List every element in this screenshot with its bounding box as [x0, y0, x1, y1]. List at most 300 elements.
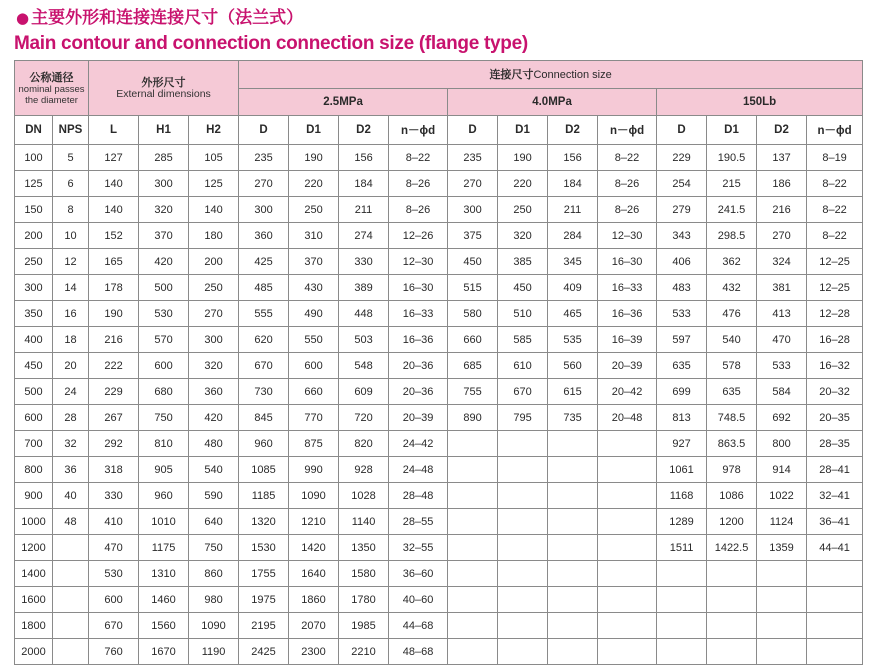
nominal-en-2: the diameter [25, 94, 78, 106]
table-cell: 1175 [139, 535, 189, 561]
table-cell: 229 [657, 145, 707, 171]
table-cell: 105 [189, 145, 239, 171]
table-cell: 220 [289, 171, 339, 197]
table-cell: 270 [189, 301, 239, 327]
table-cell: 310 [289, 223, 339, 249]
table-cell: 28 [53, 405, 89, 431]
table-cell: 555 [239, 301, 289, 327]
table-cell: 12–28 [807, 301, 863, 327]
table-cell: 1090 [289, 483, 339, 509]
table-cell: 360 [189, 379, 239, 405]
table-row [15, 327, 863, 353]
table-cell: 905 [139, 457, 189, 483]
dimension-table [14, 60, 863, 665]
nominal-diameter-header [15, 61, 89, 116]
column-header: n－ϕd [389, 116, 448, 145]
table-row [15, 353, 863, 379]
table-cell: 1028 [339, 483, 389, 509]
table-cell: 48–68 [389, 639, 448, 665]
table-cell: 2300 [289, 639, 339, 665]
table-cell: 211 [548, 197, 598, 223]
table-cell: 8–26 [389, 197, 448, 223]
table-cell: 450 [448, 249, 498, 275]
table-cell: 20–48 [598, 405, 657, 431]
table-cell: 1975 [239, 587, 289, 613]
table-cell [498, 535, 548, 561]
table-cell: 2210 [339, 639, 389, 665]
table-cell: 548 [339, 353, 389, 379]
table-row [15, 301, 863, 327]
table-cell [498, 587, 548, 613]
table-cell: 660 [289, 379, 339, 405]
table-cell: 284 [548, 223, 598, 249]
table-cell [598, 431, 657, 457]
table-cell: 730 [239, 379, 289, 405]
table-cell: 1310 [139, 561, 189, 587]
table-cell: 1600 [15, 587, 53, 613]
table-cell: 470 [757, 327, 807, 353]
table-cell: 370 [289, 249, 339, 275]
table-cell [498, 457, 548, 483]
column-header: D [448, 116, 498, 145]
table-cell: 685 [448, 353, 498, 379]
table-cell: 1010 [139, 509, 189, 535]
table-cell [498, 431, 548, 457]
table-cell [448, 639, 498, 665]
table-cell [548, 587, 598, 613]
table-cell: 748.5 [707, 405, 757, 431]
table-cell: 200 [189, 249, 239, 275]
table-cell [657, 639, 707, 665]
table-cell: 600 [89, 587, 139, 613]
table-cell: 960 [139, 483, 189, 509]
table-cell: 845 [239, 405, 289, 431]
table-cell: 152 [89, 223, 139, 249]
table-cell: 186 [757, 171, 807, 197]
table-cell: 36 [53, 457, 89, 483]
table-row [15, 197, 863, 223]
table-cell [53, 535, 89, 561]
table-cell: 813 [657, 405, 707, 431]
table-cell: 270 [757, 223, 807, 249]
table-row [15, 223, 863, 249]
table-cell: 190 [498, 145, 548, 171]
table-cell: 530 [139, 301, 189, 327]
table-cell: 720 [339, 405, 389, 431]
table-cell: 1090 [189, 613, 239, 639]
table-cell: 1670 [139, 639, 189, 665]
external-en: External dimensions [116, 88, 211, 100]
table-cell: 420 [189, 405, 239, 431]
table-cell: 413 [757, 301, 807, 327]
table-cell: 220 [498, 171, 548, 197]
table-cell: 36–60 [389, 561, 448, 587]
column-header: D1 [289, 116, 339, 145]
column-header: D [657, 116, 707, 145]
table-cell: 16–39 [598, 327, 657, 353]
table-cell [707, 639, 757, 665]
column-header: D2 [548, 116, 598, 145]
column-header: D1 [707, 116, 757, 145]
table-cell: 300 [448, 197, 498, 223]
table-cell [498, 613, 548, 639]
table-cell: 156 [548, 145, 598, 171]
table-cell: 370 [139, 223, 189, 249]
table-cell: 140 [89, 171, 139, 197]
table-cell: 1168 [657, 483, 707, 509]
table-cell: 820 [339, 431, 389, 457]
table-cell: 44–41 [807, 535, 863, 561]
table-cell: 406 [657, 249, 707, 275]
table-cell: 515 [448, 275, 498, 301]
table-cell: 20–39 [598, 353, 657, 379]
table-cell: 1320 [239, 509, 289, 535]
table-cell: 600 [15, 405, 53, 431]
table-cell: 8–22 [807, 171, 863, 197]
table-cell: 692 [757, 405, 807, 431]
table-cell: 795 [498, 405, 548, 431]
table-cell: 1022 [757, 483, 807, 509]
table-cell: 425 [239, 249, 289, 275]
table-cell: 156 [339, 145, 389, 171]
table-cell: 400 [15, 327, 53, 353]
table-cell: 635 [657, 353, 707, 379]
table-cell: 432 [707, 275, 757, 301]
table-cell [657, 561, 707, 587]
table-cell: 16–36 [598, 301, 657, 327]
table-cell: 1640 [289, 561, 339, 587]
table-cell: 285 [139, 145, 189, 171]
table-cell: 16–36 [389, 327, 448, 353]
table-cell: 190.5 [707, 145, 757, 171]
connection-size-header [239, 61, 863, 89]
table-cell: 12 [53, 249, 89, 275]
table-cell: 530 [89, 561, 139, 587]
table-cell: 600 [289, 353, 339, 379]
table-cell: 20 [53, 353, 89, 379]
column-header: n－ϕd [598, 116, 657, 145]
table-cell: 597 [657, 327, 707, 353]
table-cell [598, 483, 657, 509]
table-cell: 345 [548, 249, 598, 275]
table-cell: 274 [339, 223, 389, 249]
table-cell [598, 457, 657, 483]
table-cell: 125 [189, 171, 239, 197]
connection-en: Connection size [533, 69, 612, 81]
table-row [15, 249, 863, 275]
table-cell: 28–48 [389, 483, 448, 509]
table-cell: 362 [707, 249, 757, 275]
table-cell [757, 561, 807, 587]
table-cell: 503 [339, 327, 389, 353]
table-cell: 190 [89, 301, 139, 327]
column-header: DN [15, 116, 53, 145]
nominal-en-1: nominal passes [18, 83, 85, 95]
table-cell: 324 [757, 249, 807, 275]
table-cell: 184 [548, 171, 598, 197]
table-cell: 44–68 [389, 613, 448, 639]
column-header: L [89, 116, 139, 145]
table-cell: 381 [757, 275, 807, 301]
table-cell: 409 [548, 275, 598, 301]
table-cell: 48 [53, 509, 89, 535]
table-cell: 500 [139, 275, 189, 301]
table-cell: 8–19 [807, 145, 863, 171]
pressure-header: 150Lb [657, 89, 863, 116]
table-cell: 2425 [239, 639, 289, 665]
table-cell: 1289 [657, 509, 707, 535]
table-cell: 12–26 [389, 223, 448, 249]
column-header-row [15, 116, 863, 145]
title-chinese [16, 5, 303, 31]
table-cell: 640 [189, 509, 239, 535]
table-cell: 430 [289, 275, 339, 301]
table-cell: 2000 [15, 639, 53, 665]
table-cell: 1140 [339, 509, 389, 535]
table-cell [498, 483, 548, 509]
table-cell: 540 [189, 457, 239, 483]
table-cell: 578 [707, 353, 757, 379]
table-cell [707, 613, 757, 639]
table-row [15, 535, 863, 561]
table-cell [807, 587, 863, 613]
table-cell: 12–25 [807, 249, 863, 275]
table-cell: 385 [498, 249, 548, 275]
table-cell: 1061 [657, 457, 707, 483]
table-cell: 1350 [339, 535, 389, 561]
table-cell: 450 [15, 353, 53, 379]
table-cell: 615 [548, 379, 598, 405]
table-cell: 8 [53, 197, 89, 223]
pressure-header: 2.5MPa [239, 89, 448, 116]
table-row [15, 145, 863, 171]
table-row [15, 275, 863, 301]
table-row [15, 587, 863, 613]
table-cell: 1530 [239, 535, 289, 561]
table-cell [448, 431, 498, 457]
table-cell: 320 [139, 197, 189, 223]
column-header: n－ϕd [807, 116, 863, 145]
table-cell: 178 [89, 275, 139, 301]
table-cell: 900 [15, 483, 53, 509]
table-cell: 609 [339, 379, 389, 405]
table-cell: 320 [498, 223, 548, 249]
table-cell: 800 [15, 457, 53, 483]
table-cell: 32–41 [807, 483, 863, 509]
table-cell [548, 535, 598, 561]
table-cell: 465 [548, 301, 598, 327]
table-cell: 1190 [189, 639, 239, 665]
table-cell: 40–60 [389, 587, 448, 613]
title-chinese-text: 主要外形和连接连接尺寸（法兰式） [31, 8, 304, 28]
table-cell: 20–39 [389, 405, 448, 431]
table-cell: 360 [239, 223, 289, 249]
table-cell: 279 [657, 197, 707, 223]
external-dimensions-header [89, 61, 239, 116]
table-cell [53, 587, 89, 613]
table-cell: 810 [139, 431, 189, 457]
table-cell: 350 [15, 301, 53, 327]
table-cell: 125 [15, 171, 53, 197]
table-cell: 500 [15, 379, 53, 405]
table-cell [498, 509, 548, 535]
table-cell: 32 [53, 431, 89, 457]
table-cell: 235 [239, 145, 289, 171]
table-cell [807, 639, 863, 665]
table-cell: 300 [15, 275, 53, 301]
table-cell [498, 561, 548, 587]
table-row [15, 379, 863, 405]
table-cell: 16–28 [807, 327, 863, 353]
table-cell: 330 [89, 483, 139, 509]
table-cell: 680 [139, 379, 189, 405]
table-cell: 250 [498, 197, 548, 223]
table-cell [707, 561, 757, 587]
table-cell: 8–22 [807, 197, 863, 223]
table-cell: 760 [89, 639, 139, 665]
table-cell [757, 613, 807, 639]
table-cell: 990 [289, 457, 339, 483]
table-cell: 1560 [139, 613, 189, 639]
table-cell: 1511 [657, 535, 707, 561]
table-cell: 1000 [15, 509, 53, 535]
table-cell: 127 [89, 145, 139, 171]
table-cell [598, 587, 657, 613]
table-cell: 320 [189, 353, 239, 379]
table-cell: 298.5 [707, 223, 757, 249]
column-header: D1 [498, 116, 548, 145]
table-cell [448, 587, 498, 613]
table-cell: 270 [239, 171, 289, 197]
table-cell: 12–25 [807, 275, 863, 301]
table-cell [448, 509, 498, 535]
table-cell: 137 [757, 145, 807, 171]
table-cell: 540 [707, 327, 757, 353]
bullet-icon: ● [16, 9, 30, 27]
table-cell [807, 561, 863, 587]
table-cell [548, 483, 598, 509]
table-cell: 755 [448, 379, 498, 405]
table-cell [548, 457, 598, 483]
table-cell [548, 509, 598, 535]
table-cell: 670 [239, 353, 289, 379]
table-cell [548, 561, 598, 587]
table-row [15, 431, 863, 457]
table-cell: 927 [657, 431, 707, 457]
table-row [15, 405, 863, 431]
column-header: D [239, 116, 289, 145]
table-cell: 24–48 [389, 457, 448, 483]
table-cell [598, 509, 657, 535]
table-cell: 480 [189, 431, 239, 457]
table-cell: 20–36 [389, 353, 448, 379]
table-cell: 1780 [339, 587, 389, 613]
table-cell: 450 [498, 275, 548, 301]
table-cell: 1400 [15, 561, 53, 587]
table-cell: 580 [448, 301, 498, 327]
table-cell: 485 [239, 275, 289, 301]
table-cell: 180 [189, 223, 239, 249]
table-cell: 1359 [757, 535, 807, 561]
table-cell: 1422.5 [707, 535, 757, 561]
table-cell: 6 [53, 171, 89, 197]
table-cell: 20–42 [598, 379, 657, 405]
table-cell: 5 [53, 145, 89, 171]
table-cell: 585 [498, 327, 548, 353]
table-cell: 267 [89, 405, 139, 431]
table-cell: 8–26 [598, 171, 657, 197]
title-english: Main contour and connection connection size (flange type) [14, 33, 528, 54]
table-cell [598, 613, 657, 639]
table-cell: 100 [15, 145, 53, 171]
table-cell: 20–36 [389, 379, 448, 405]
table-cell: 699 [657, 379, 707, 405]
table-cell [707, 587, 757, 613]
table-cell: 222 [89, 353, 139, 379]
table-cell: 533 [757, 353, 807, 379]
table-cell [53, 561, 89, 587]
table-cell: 476 [707, 301, 757, 327]
table-cell: 570 [139, 327, 189, 353]
table-cell: 8–26 [598, 197, 657, 223]
table-cell: 863.5 [707, 431, 757, 457]
table-cell: 860 [189, 561, 239, 587]
table-cell: 1755 [239, 561, 289, 587]
table-cell: 660 [448, 327, 498, 353]
table-cell: 16–33 [598, 275, 657, 301]
table-cell: 270 [448, 171, 498, 197]
table-cell [448, 535, 498, 561]
table-cell [448, 561, 498, 587]
table-cell: 184 [339, 171, 389, 197]
table-cell: 229 [89, 379, 139, 405]
connection-cn: 连接尺寸 [489, 68, 534, 81]
table-cell: 410 [89, 509, 139, 535]
table-cell: 470 [89, 535, 139, 561]
table-cell: 1860 [289, 587, 339, 613]
table-cell: 1086 [707, 483, 757, 509]
table-cell: 610 [498, 353, 548, 379]
table-cell: 165 [89, 249, 139, 275]
table-row [15, 639, 863, 665]
table-cell: 18 [53, 327, 89, 353]
table-cell: 1210 [289, 509, 339, 535]
table-cell: 28–41 [807, 457, 863, 483]
column-header: D2 [339, 116, 389, 145]
table-cell: 300 [139, 171, 189, 197]
table-cell [598, 639, 657, 665]
table-cell: 28–55 [389, 509, 448, 535]
table-cell: 389 [339, 275, 389, 301]
table-cell: 250 [289, 197, 339, 223]
table-cell: 300 [239, 197, 289, 223]
table-cell: 8–22 [389, 145, 448, 171]
table-cell: 735 [548, 405, 598, 431]
table-cell: 28–35 [807, 431, 863, 457]
table-cell [598, 561, 657, 587]
table-cell [657, 587, 707, 613]
table-cell: 960 [239, 431, 289, 457]
table-cell [53, 639, 89, 665]
table-cell: 318 [89, 457, 139, 483]
table-cell: 420 [139, 249, 189, 275]
table-cell: 16 [53, 301, 89, 327]
table-cell: 140 [89, 197, 139, 223]
table-cell: 216 [757, 197, 807, 223]
table-cell: 1460 [139, 587, 189, 613]
table-cell: 10 [53, 223, 89, 249]
table-cell: 190 [289, 145, 339, 171]
